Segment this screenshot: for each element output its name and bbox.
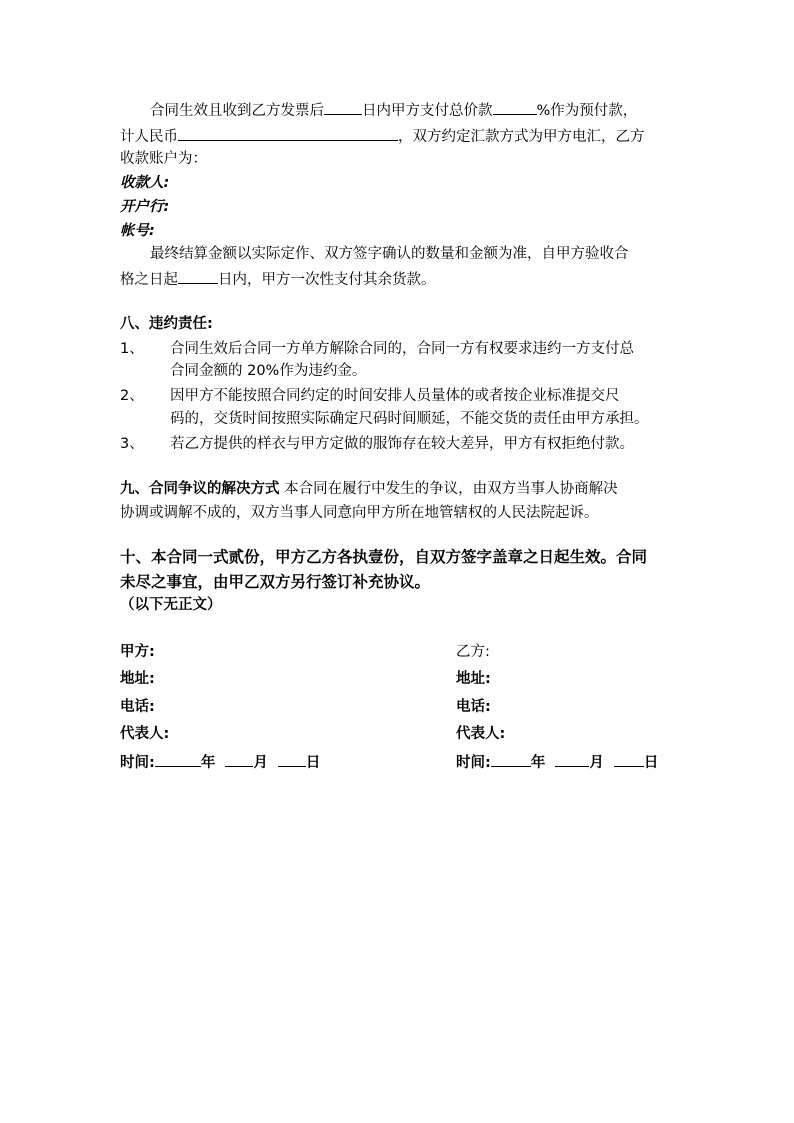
- day-label: 日: [305, 755, 321, 771]
- payment-text: 日内甲方支付总价款: [362, 103, 493, 119]
- year-blank: [491, 751, 531, 767]
- month-label: 月: [589, 755, 604, 771]
- breach-item-number: 1、: [120, 341, 144, 357]
- breach-item-text: 因甲方不能按照合同约定的时间安排人员量体的或者按企业标准提交尺: [170, 388, 620, 404]
- time-label: 时间:: [120, 755, 155, 771]
- month-blank: [225, 751, 253, 767]
- party-b-address-label: 地址:: [456, 671, 491, 687]
- effective-line-1: 十、本合同一式贰份，甲方乙方各执壹份，自双方签字盖章之日起生效。合同: [120, 548, 648, 566]
- payee-label: 收款人:: [120, 175, 170, 191]
- no-text-note: （以下无正文）: [120, 597, 222, 613]
- dispute-text: 本合同在履行中发生的争议，由双方当事人协商解决: [279, 481, 618, 497]
- party-b-phone-label: 电话:: [456, 699, 491, 715]
- payment-line-2: [120, 125, 645, 147]
- payment-line-1: [150, 99, 637, 121]
- year-label: 年: [530, 755, 546, 771]
- payment-text: ，双方约定汇款方式为甲方电汇，乙方: [398, 129, 645, 145]
- party-b-rep-label: 代表人:: [456, 726, 506, 742]
- dispute-heading: 九、合同争议的解决方式: [120, 481, 280, 497]
- payment-text: %作为预付款，: [536, 103, 638, 119]
- days-blank-2: [178, 268, 218, 284]
- breach-item-text: 若乙方提供的样衣与甲方定做的服饰存在较大差异，甲方有权拒绝付款。: [170, 436, 634, 452]
- breach-item-number: 2、: [120, 388, 144, 404]
- time-label: 时间:: [456, 755, 491, 771]
- amount-blank: [178, 125, 398, 141]
- payment-text: 日内，甲方一次性支付其余货款。: [218, 272, 436, 288]
- bank-label: 开户行:: [120, 199, 170, 215]
- payment-text: 计人民币: [120, 129, 178, 145]
- breach-item-text: 合同生效后合同一方单方解除合同的，合同一方有权要求违约一方支付总: [170, 341, 634, 357]
- day-blank: [278, 751, 306, 767]
- year-label: 年: [200, 755, 216, 771]
- breach-item-text: 合同金额的 20%作为违约金。: [170, 363, 367, 379]
- dispute-line-1: [120, 479, 618, 499]
- party-a-rep-label: 代表人:: [120, 726, 170, 742]
- breach-item-text: 码的，交货时间按照实际确定尺码时间顺延，不能交货的责任由甲方承担。: [170, 411, 649, 427]
- payment-text: 格之日起: [120, 272, 178, 288]
- payment-text: 合同生效且收到乙方发票后: [150, 103, 324, 119]
- month-blank: [555, 751, 589, 767]
- party-a-label: 甲方:: [120, 644, 155, 660]
- party-b-time-line: [456, 751, 658, 773]
- party-a-phone-label: 电话:: [120, 699, 155, 715]
- party-a-time-line: [120, 751, 320, 773]
- days-blank: [324, 99, 362, 115]
- effective-line-2: 未尽之事宜，由甲乙双方另行签订补充协议。: [120, 573, 431, 591]
- payment-line-3: 收款账户为：: [120, 151, 207, 167]
- year-blank: [155, 751, 201, 767]
- account-label: 帐号:: [120, 223, 155, 239]
- month-label: 月: [253, 755, 268, 771]
- payment-line-5: [120, 268, 436, 290]
- day-label: 日: [643, 755, 659, 771]
- breach-item-number: 3、: [120, 436, 144, 452]
- payment-line-4: 最终结算金额以实际定作、双方签字确认的数量和金额为准，自甲方验收合: [150, 246, 629, 262]
- dispute-line-2: 协调或调解不成的，双方当事人同意向甲方所在地管辖权的人民法院起诉。: [120, 505, 599, 521]
- percent-blank: [493, 99, 537, 115]
- party-a-address-label: 地址:: [120, 671, 155, 687]
- party-b-label: 乙方:: [456, 644, 490, 660]
- day-blank: [614, 751, 644, 767]
- breach-heading: 八、违约责任:: [120, 316, 213, 332]
